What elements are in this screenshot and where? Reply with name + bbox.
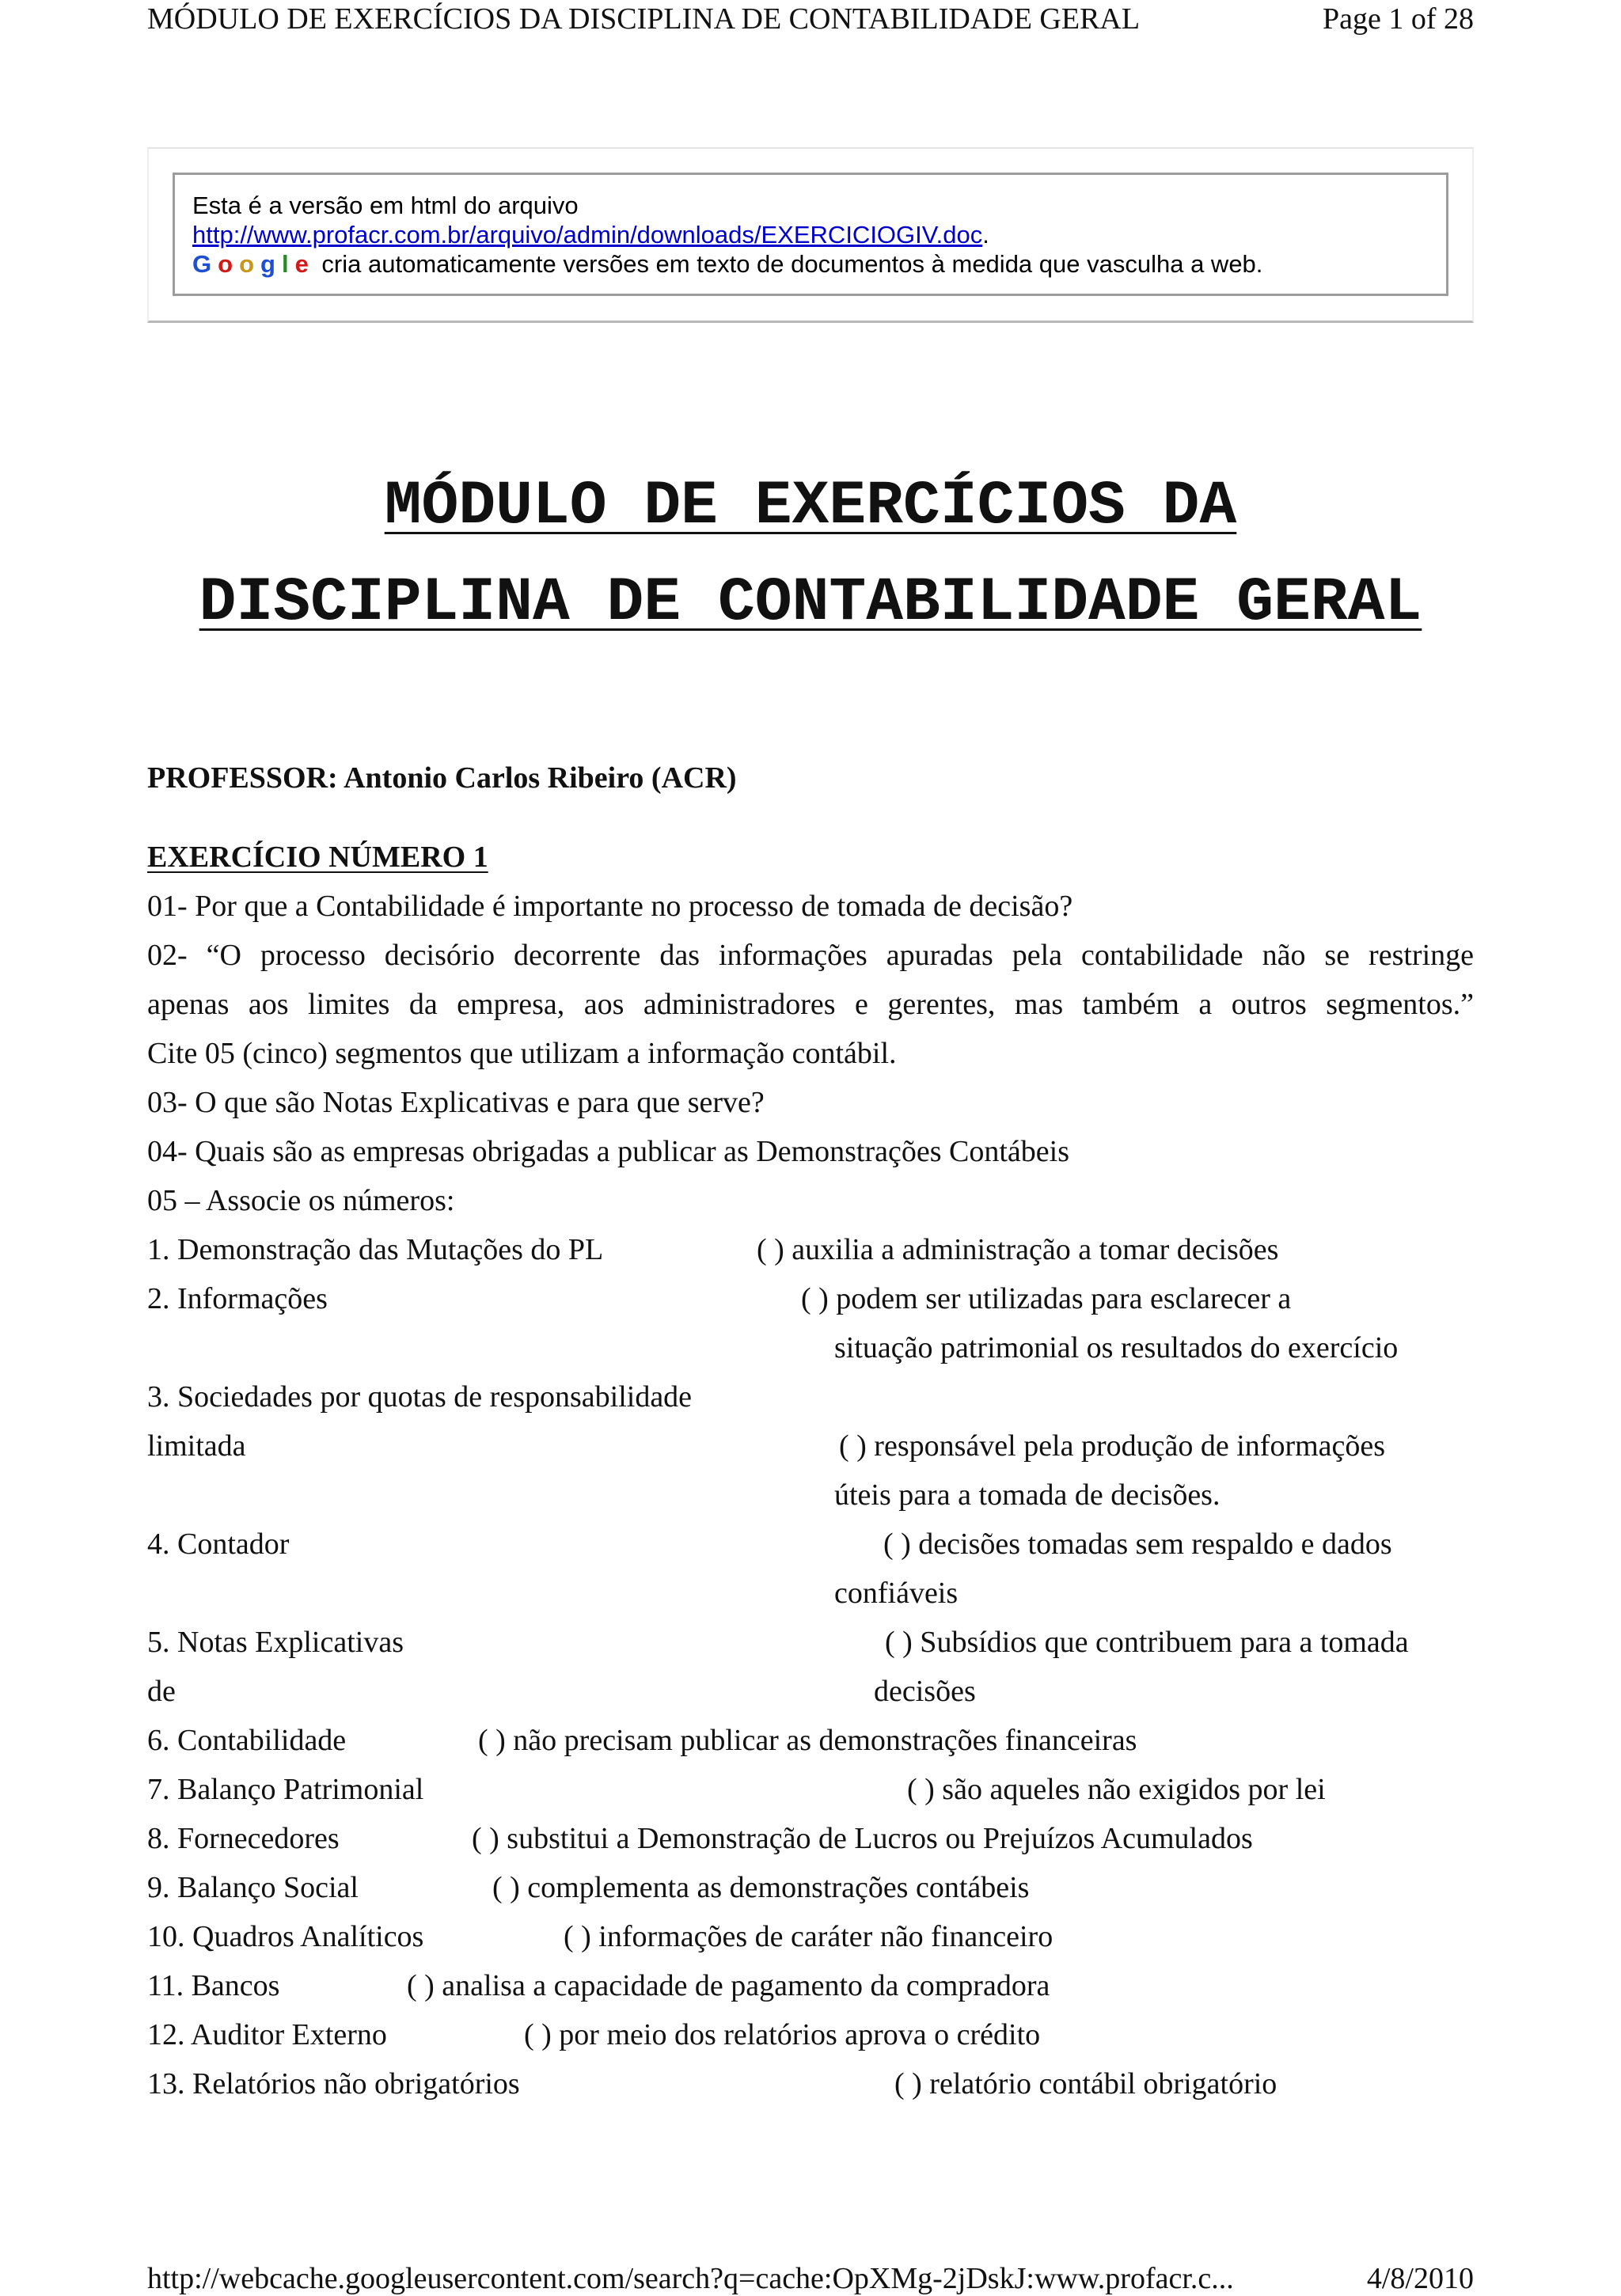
association-right-item: decisões: [874, 1675, 976, 1708]
association-left-item: 10. Quadros Analíticos: [147, 1920, 424, 1953]
question-02-line-2: apenas aos limites da empresa, aos administradores e gerentes, mas também a outros segmentos.”: [147, 988, 1474, 1021]
google-letter: g: [260, 250, 282, 278]
question-04: 04- Quais são as empresas obrigadas a publicar as Demonstrações Contábeis: [147, 1135, 1069, 1168]
association-right-item: ( ) são aqueles não exigidos por lei: [907, 1773, 1326, 1806]
question-05: 05 – Associe os números:: [147, 1184, 455, 1217]
association-left-item: 9. Balanço Social: [147, 1871, 359, 1904]
association-right-item: ( ) complementa as demonstrações contábeis: [492, 1871, 1030, 1904]
question-02-line-3: Cite 05 (cinco) segmentos que utilizam a informação contábil.: [147, 1037, 897, 1070]
association-right-item: ( ) podem ser utilizadas para esclarecer a: [801, 1282, 1292, 1315]
google-letter: e: [294, 250, 315, 278]
question-01: 01- Por que a Contabilidade é importante no processo de tomada de decisão?: [147, 890, 1073, 923]
association-left-item: 8. Fornecedores: [147, 1822, 340, 1855]
association-right-item: úteis para a tomada de decisões.: [834, 1478, 1220, 1512]
association-left-item: 1. Demonstração das Mutações do PL: [147, 1233, 604, 1266]
question-03: 03- O que são Notas Explicativas e para que serve?: [147, 1086, 765, 1119]
footer-url: http://webcache.googleusercontent.com/search?q=cache:OpXMg-2jDskJ:www.profacr.c...: [147, 2262, 1234, 2295]
google-wordmark: [192, 250, 315, 278]
cache-notice-box: [173, 173, 1448, 296]
google-letter: o: [239, 250, 260, 278]
cache-notice-line: Esta é a versão em html do arquivo: [192, 192, 579, 219]
association-left-item: 5. Notas Explicativas: [147, 1626, 404, 1659]
association-right-item: ( ) não precisam publicar as demonstrações financeiras: [478, 1724, 1137, 1757]
question-02-line-1: 02- “O processo decisório decorrente das informações apuradas pela contabilidade não se restringe: [147, 939, 1474, 972]
association-right-item: ( ) auxilia a administração a tomar decisões: [757, 1233, 1279, 1266]
professor-line: PROFESSOR: Antonio Carlos Ribeiro (ACR): [147, 761, 737, 795]
association-right-item: ( ) analisa a capacidade de pagamento da compradora: [407, 1969, 1050, 2002]
cache-notice-google-line: [192, 249, 1446, 279]
association-left-item: 12. Auditor Externo: [147, 2018, 387, 2051]
association-left-item: 4. Contador: [147, 1528, 290, 1561]
association-left-item: limitada: [147, 1429, 246, 1463]
association-left-item: 11. Bancos: [147, 1969, 280, 2002]
association-left-item: 2. Informações: [147, 1282, 328, 1315]
association-left-item: de: [147, 1675, 176, 1708]
cache-notice-link-line: [192, 220, 1446, 249]
association-right-item: ( ) por meio dos relatórios aprova o crédito: [524, 2018, 1041, 2051]
association-right-item: ( ) Subsídios que contribuem para a tomada: [885, 1626, 1409, 1659]
google-letter: G: [192, 250, 218, 278]
cached-file-link[interactable]: http://www.profacr.com.br/arquivo/admin/downloads/EXERCICIOGIV.doc: [192, 221, 983, 249]
association-right-item: ( ) responsável pela produção de informações: [839, 1429, 1386, 1463]
document-title-line-2: DISCIPLINA DE CONTABILIDADE GERAL: [199, 568, 1422, 638]
exercise-heading: EXERCÍCIO NÚMERO 1: [147, 841, 488, 874]
running-header-title: MÓDULO DE EXERCÍCIOS DA DISCIPLINA DE CONTABILIDADE GERAL: [147, 2, 1141, 36]
association-left-item: 3. Sociedades por quotas de responsabilidade: [147, 1380, 693, 1414]
association-left-item: 7. Balanço Patrimonial: [147, 1773, 424, 1806]
google-letter: l: [281, 250, 295, 278]
google-letter: o: [218, 250, 240, 278]
association-left-item: 6. Contabilidade: [147, 1724, 347, 1757]
association-right-item: ( ) decisões tomadas sem respaldo e dados: [883, 1528, 1392, 1561]
association-right-item: ( ) relatório contábil obrigatório: [894, 2067, 1277, 2101]
footer-date: 4/8/2010: [1366, 2262, 1474, 2295]
association-right-item: ( ) informações de caráter não financeiro: [564, 1920, 1053, 1953]
association-right-item: situação patrimonial os resultados do exercício: [834, 1331, 1399, 1364]
page-number: Page 1 of 28: [1322, 2, 1474, 36]
association-right-item: confiáveis: [834, 1577, 959, 1610]
association-right-item: ( ) substitui a Demonstração de Lucros ou Prejuízos Acumulados: [472, 1822, 1253, 1855]
association-left-item: 13. Relatórios não obrigatórios: [147, 2067, 520, 2101]
document-title-line-1: MÓDULO DE EXERCÍCIOS DA: [384, 472, 1237, 541]
cache-notice-text: cria automaticamente versões em texto de documentos à medida que vasculha a web.: [314, 250, 1263, 278]
link-suffix: .: [982, 221, 989, 249]
